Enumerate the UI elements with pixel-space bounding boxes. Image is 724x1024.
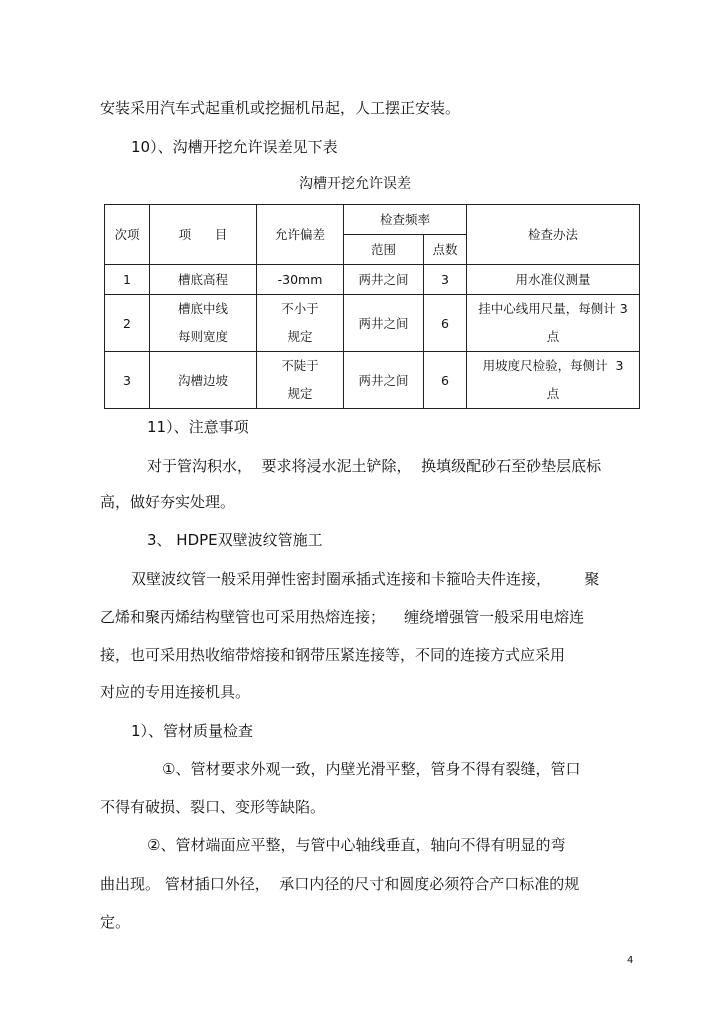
cell-item: 沟槽边坡: [150, 352, 257, 409]
header-points: 点数: [424, 235, 467, 265]
table-row: [105, 295, 640, 352]
cell-index: 1: [105, 265, 150, 295]
cell-line: 点: [546, 329, 560, 344]
header-method: 检查办法: [467, 205, 640, 265]
cell-index: 3: [105, 352, 150, 409]
cell-line: 每则宽度: [177, 329, 228, 344]
table-row: [105, 352, 640, 409]
cell-index: 2: [105, 295, 150, 352]
paragraph-line: 对应的专用连接机具。: [100, 683, 251, 701]
header-frequency: 检查频率: [344, 205, 467, 235]
cell-line: 挂中心线用尺量，每侧计 3: [478, 301, 628, 316]
cell-tolerance: [257, 352, 344, 409]
cell-line: 用坡度尺检验，每侧计 3: [482, 358, 624, 373]
cell-range: 两井之间: [344, 265, 424, 295]
cell-tolerance: [257, 295, 344, 352]
section-heading: 3、 HDPE双壁波纹管施工: [147, 531, 323, 549]
paragraph-line: 安装采用汽车式起重机或挖掘机吊起，人工摆正安装。: [100, 99, 461, 117]
cell-method: 用水准仪测量: [467, 265, 640, 295]
cell-line: 槽底中线: [177, 301, 228, 316]
header-index: 次项: [105, 205, 150, 265]
cell-line: 不陡于: [281, 358, 319, 373]
cell-line: 不小于: [281, 301, 319, 316]
cell-line: 点: [546, 386, 560, 401]
paragraph-line: 乙烯和聚丙烯结构壁管也可采用热熔连接； 缠绕增强管一般采用电熔连: [100, 608, 585, 626]
paragraph-line: 接，也可采用热收缩带熔接和钢带压紧连接等，不同的连接方式应采用: [100, 646, 566, 664]
cell-method: [467, 295, 640, 352]
paragraph-line: 对于管沟积水， 要求将浸水泥土铲除， 换填级配砂石至砂垫层底标: [147, 457, 602, 475]
paragraph-line: ①、管材要求外观一致，内壁光滑平整，管身不得有裂缝，管口: [162, 760, 581, 778]
cell-points: 6: [424, 295, 467, 352]
header-tolerance: 允许偏差: [257, 205, 344, 265]
page-number: 4: [627, 955, 634, 966]
section-heading: 11）、注意事项: [147, 418, 249, 436]
tolerance-table: [104, 204, 640, 409]
table-row: [105, 265, 640, 295]
section-heading: 10）、沟槽开挖允许误差见下表: [131, 138, 338, 156]
header-item: 项 目: [150, 205, 257, 265]
cell-method: [467, 352, 640, 409]
paragraph-line: 双壁波纹管一般采用弹性密封圈承插式连接和卡箍哈夫件连接， 聚: [131, 570, 600, 588]
paragraph-line: 曲出现。 管材插口外径， 承口内径的尺寸和圆度必须符合产口标准的规: [100, 875, 580, 893]
table-caption: 沟槽开挖允许误差: [299, 176, 411, 192]
paragraph-line: ②、管材端面应平整，与管中心轴线垂直，轴向不得有明显的弯: [147, 836, 566, 854]
paragraph-line: 不得有破损、裂口、变形等缺陷。: [100, 798, 326, 816]
cell-points: 6: [424, 352, 467, 409]
cell-points: 3: [424, 265, 467, 295]
header-range: 范围: [344, 235, 424, 265]
section-heading: 1）、管材质量检查: [131, 722, 254, 740]
cell-item: 槽底高程: [150, 265, 257, 295]
cell-item: [150, 295, 257, 352]
cell-range: 两井之间: [344, 352, 424, 409]
cell-range: 两井之间: [344, 295, 424, 352]
cell-line: 规定: [287, 329, 313, 344]
cell-line: 规定: [287, 386, 313, 401]
paragraph-line: 定。: [100, 913, 131, 931]
cell-tolerance: -30mm: [257, 265, 344, 295]
paragraph-line: 高，做好夯实处理。: [100, 493, 236, 511]
